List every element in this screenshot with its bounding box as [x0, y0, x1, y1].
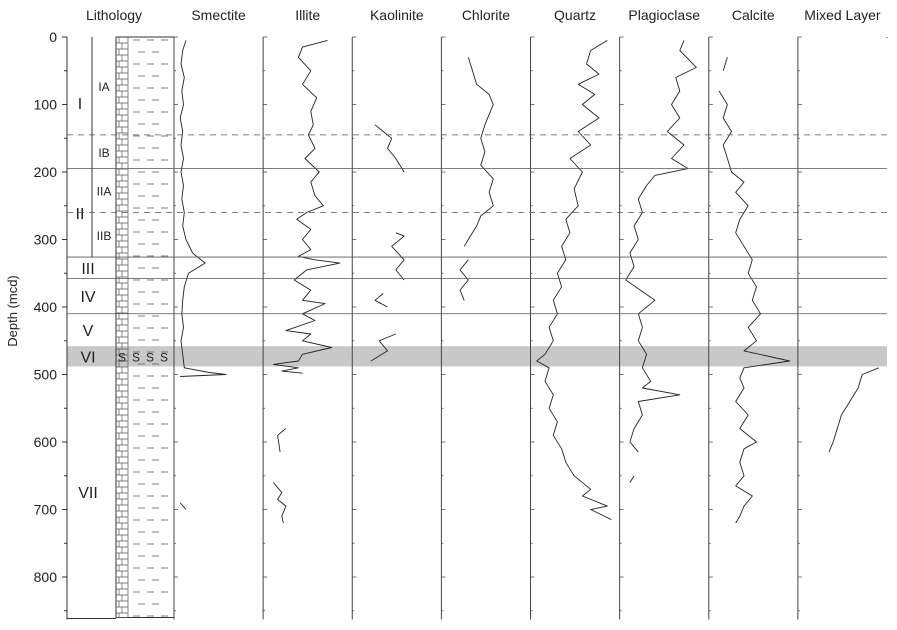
lithology-symbol: S	[145, 350, 155, 365]
depth-axis	[34, 29, 116, 620]
y-tick-label: 200	[33, 164, 57, 180]
series-line	[829, 368, 879, 452]
y-tick-label: 500	[33, 366, 57, 383]
series-title: Smectite	[191, 7, 246, 23]
highlight-band-layer	[67, 346, 887, 366]
series-line	[719, 91, 790, 523]
unit-label: VII	[78, 484, 98, 502]
series-line	[626, 40, 697, 452]
panel-calcite	[709, 7, 790, 620]
lithology-pattern	[116, 37, 174, 618]
panel-chlorite	[441, 7, 510, 620]
panel-ticks	[263, 37, 267, 611]
subunit-label: IIB	[96, 228, 112, 243]
series-line	[537, 40, 612, 519]
lithology-symbol: S	[117, 350, 127, 365]
series-line	[180, 40, 226, 376]
panel-smectite	[174, 7, 246, 620]
y-tick-label: 300	[33, 231, 57, 248]
series-title: Mixed Layer	[804, 7, 881, 23]
panel-plagioclase	[620, 7, 701, 620]
mineral-panels	[174, 7, 887, 620]
highlight-band	[67, 346, 887, 366]
panel-ticks	[709, 37, 713, 611]
y-tick-label: 600	[33, 434, 57, 450]
unit-label: III	[81, 260, 95, 278]
panel-quartz	[531, 7, 612, 620]
lithology-column	[76, 37, 174, 618]
lithology-hatch	[116, 37, 168, 618]
lithology-symbol: S	[159, 350, 169, 365]
panel-ticks	[174, 37, 178, 611]
series-line	[375, 294, 388, 308]
y-tick-label: 0	[49, 29, 57, 45]
series-title: Chlorite	[461, 7, 511, 23]
y-tick-label: 700	[33, 501, 57, 518]
series-line	[375, 125, 404, 172]
y-tick-label: 800	[33, 569, 57, 585]
series-title: Kaolinite	[369, 7, 424, 23]
panel-ticks	[531, 37, 535, 611]
unit-label: II	[75, 205, 85, 223]
panel-kaolinite	[352, 7, 424, 620]
y-tick-label: 400	[33, 299, 57, 315]
series-title: Illite	[295, 7, 321, 23]
unit-label: I	[77, 95, 83, 113]
series-line	[392, 233, 404, 280]
y-axis-label: Depth (mcd)	[5, 275, 20, 347]
unit-label: V	[82, 322, 94, 340]
series-title: Quartz	[554, 7, 597, 23]
subunit-label: IIA	[96, 184, 112, 199]
series-line	[273, 483, 286, 524]
panel-ticks	[798, 37, 802, 611]
subunit-label: IB	[98, 145, 110, 160]
series-line	[460, 260, 468, 301]
series-title: Calcite	[731, 7, 775, 23]
series-line	[464, 57, 493, 246]
series-line	[180, 503, 186, 510]
panel-ticks	[441, 37, 445, 611]
unit-label: IV	[80, 289, 96, 307]
panel-mixed-layer	[798, 7, 881, 620]
series-line	[723, 57, 727, 71]
subunit-label: IA	[98, 79, 110, 94]
unit-label: VI	[80, 349, 96, 367]
panel-ticks	[352, 37, 356, 611]
y-tick-label: 100	[33, 96, 57, 113]
series-line	[273, 40, 340, 373]
series-line	[630, 476, 634, 483]
panel-illite	[263, 7, 340, 620]
panel-ticks	[620, 37, 624, 611]
series-line	[278, 429, 286, 453]
lithology-title: Lithology	[85, 7, 143, 23]
lithology-symbol: S	[131, 350, 141, 365]
series-title: Plagioclase	[628, 7, 700, 23]
